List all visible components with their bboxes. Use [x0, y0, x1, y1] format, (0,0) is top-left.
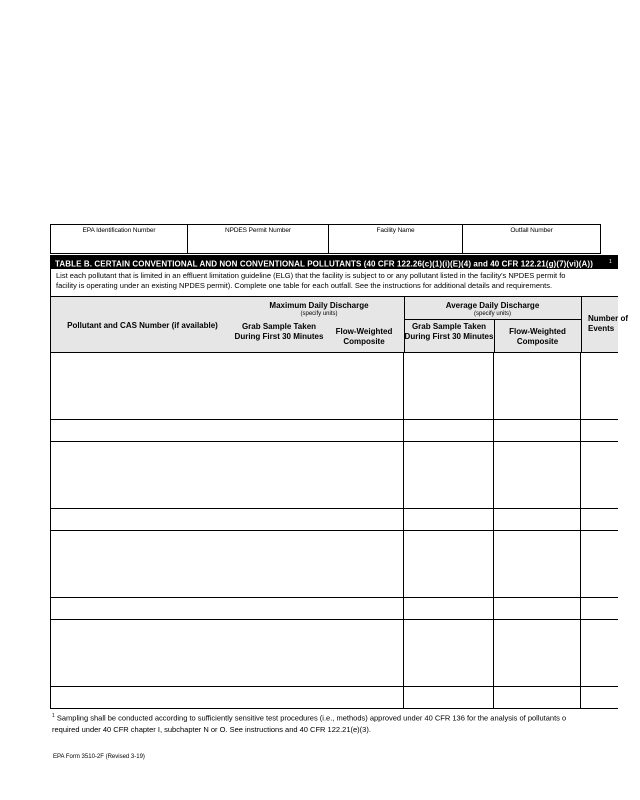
facility-name-field[interactable] — [329, 225, 463, 254]
facility-label: Facility Name — [376, 227, 415, 234]
instructions-line-1: List each pollutant that is limited in an effluent limitation guideline (ELG) that the facility is subject to or any pollutant listed in the facility's NPDES permit fo — [56, 271, 566, 280]
max-daily-header: Maximum Daily Discharge — [269, 301, 369, 310]
pollutant-row-3[interactable] — [51, 531, 403, 597]
identification-row — [50, 224, 601, 254]
row-line — [50, 686, 618, 687]
footnote-line-1 — [52, 711, 618, 724]
pollutant-row-2[interactable] — [51, 442, 403, 508]
footnote-marker: 1 — [52, 713, 55, 719]
pollutant-row-4[interactable] — [51, 620, 403, 686]
npdes-permit-field[interactable] — [188, 225, 329, 254]
max-units-label: (specify units) — [300, 311, 338, 317]
events-header: Number of Events — [588, 314, 628, 333]
instructions-line-2: facility is operating under an existing NPDES permit). Complete one table for each outfall. See the instructions for additional details and requirements. — [56, 281, 553, 290]
header-divider-2 — [494, 319, 495, 353]
avg-flow-header: Flow-Weighted Composite — [509, 327, 566, 346]
max-flow-header: Flow-Weighted Composite — [335, 327, 393, 346]
footnote-line-1-text: Sampling shall be conducted according to sufficiently sensitive test procedures (i.e., methods) approved under 40 CFR 136 for the analysis of pollutants o — [56, 713, 567, 723]
grid-divider-2 — [493, 353, 494, 709]
outfall-number-field[interactable] — [463, 225, 601, 254]
max-grab-header: Grab Sample Taken During First 30 Minutes — [234, 322, 324, 341]
table-title — [50, 255, 618, 269]
form-number: EPA Form 3510-2F (Revised 3-19) — [53, 754, 145, 760]
avg-units-label: (specify units) — [473, 311, 511, 317]
footnote — [52, 711, 618, 735]
row-line — [50, 708, 618, 709]
header-divider-1 — [404, 297, 405, 353]
table-title-text: TABLE B. CERTAIN CONVENTIONAL AND NON CONVENTIONAL POLLUTANTS (40 CFR 122.26(c)(1)(i)(E)(4) and 40 CFR 122.21(g)(7)(vi)(A)) — [55, 259, 593, 269]
avg-header-divider — [404, 319, 581, 320]
footnote-line-2: required under 40 CFR chapter I, subchapter N or O. See instructions and 40 CFR 122.21(e)(3). — [52, 724, 371, 734]
grid-divider-3 — [580, 353, 581, 709]
avg-grab-header: Grab Sample Taken During First 30 Minutes — [404, 322, 494, 341]
grid-divider-1 — [403, 353, 404, 709]
row-line — [50, 508, 618, 509]
row-line — [50, 597, 618, 598]
column-header — [50, 296, 628, 353]
epa-id-label: EPA Identification Number — [82, 227, 156, 234]
pollutant-header: Pollutant and CAS Number (if available) — [67, 321, 218, 330]
epa-id-field[interactable] — [51, 225, 188, 254]
header-divider-3 — [581, 297, 582, 353]
table-title-footnote-marker: 1 — [608, 259, 612, 265]
pollutant-row-1[interactable] — [51, 353, 403, 419]
row-line — [50, 419, 618, 420]
avg-daily-header: Average Daily Discharge — [445, 301, 540, 310]
instructions — [50, 269, 618, 296]
npdes-label: NPDES Permit Number — [224, 227, 291, 234]
outfall-label: Outfall Number — [510, 227, 553, 234]
